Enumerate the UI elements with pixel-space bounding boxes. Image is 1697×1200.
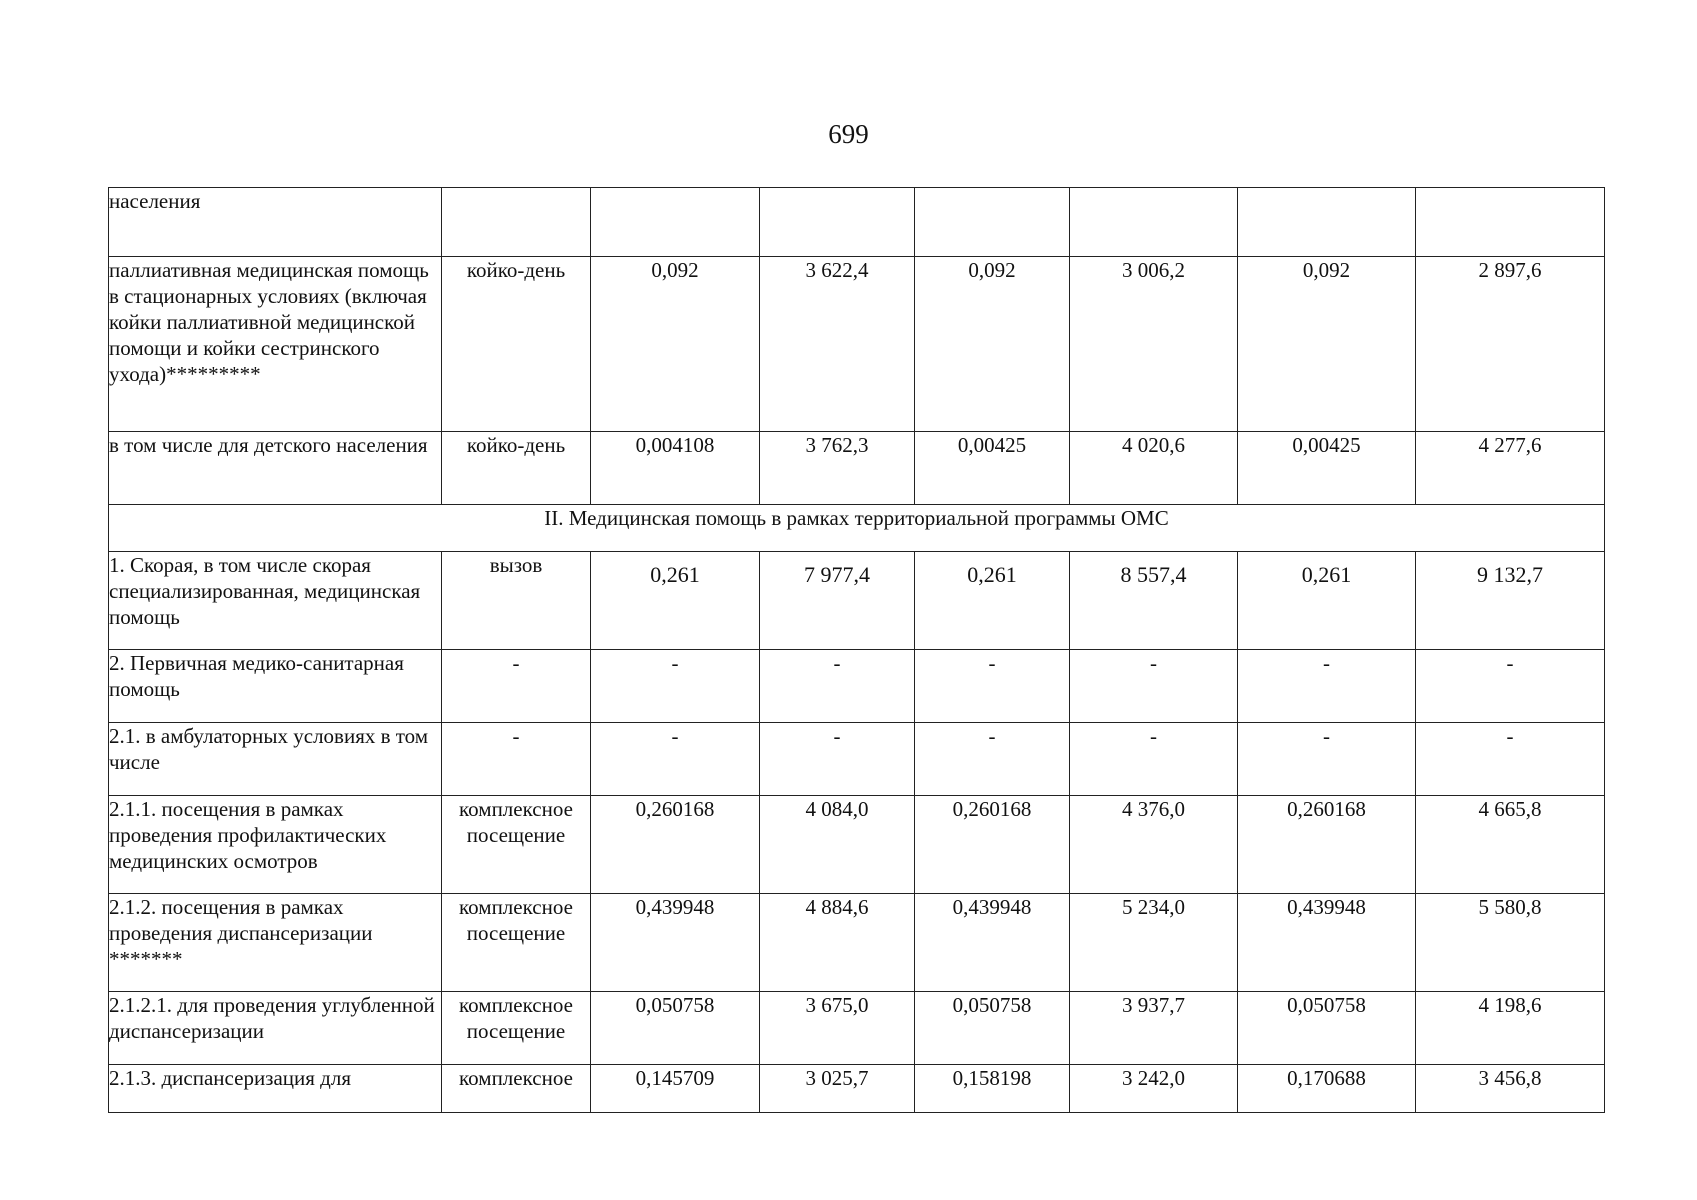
value-cell: 3 937,7 xyxy=(1070,992,1238,1065)
row-label: 2.1.2. посещения в рамках проведения диспансеризации ******* xyxy=(109,894,442,992)
table-row xyxy=(109,992,1605,1065)
unit-cell: койко-день xyxy=(442,257,591,432)
unit-cell: комплексное посещение xyxy=(442,992,591,1065)
value-cell: 4 198,6 xyxy=(1416,992,1605,1065)
value-cell: 0,261 xyxy=(1238,552,1416,650)
row-label: 2. Первичная медико-санитарная помощь xyxy=(109,650,442,723)
unit-cell: - xyxy=(442,723,591,796)
unit-cell: комплексное xyxy=(442,1065,591,1113)
value-cell: 0,261 xyxy=(915,552,1070,650)
table-row xyxy=(109,188,1605,257)
row-label: в том числе для детского населения xyxy=(109,432,442,505)
value-cell: 0,158198 xyxy=(915,1065,1070,1113)
value-cell: 5 580,8 xyxy=(1416,894,1605,992)
value-cell: - xyxy=(1070,723,1238,796)
value-cell: 0,260168 xyxy=(915,796,1070,894)
row-label: паллиативная медицинская помощь в стационарных условиях (включая койки паллиативной медицинской помощи и койки сестринского ухода)********* xyxy=(109,257,442,432)
table-row xyxy=(109,723,1605,796)
value-cell: 5 234,0 xyxy=(1070,894,1238,992)
value-cell: - xyxy=(915,650,1070,723)
unit-cell: - xyxy=(442,650,591,723)
value-cell: 0,00425 xyxy=(1238,432,1416,505)
value-cell: 0,145709 xyxy=(591,1065,760,1113)
value-cell: 4 376,0 xyxy=(1070,796,1238,894)
value-cell: 3 622,4 xyxy=(760,257,915,432)
value-cell: - xyxy=(915,723,1070,796)
value-cell: - xyxy=(760,650,915,723)
value-cell: 0,050758 xyxy=(915,992,1070,1065)
value-cell: - xyxy=(591,723,760,796)
unit-cell: вызов xyxy=(442,552,591,650)
table-row xyxy=(109,894,1605,992)
value-cell: 0,092 xyxy=(915,257,1070,432)
table-row xyxy=(109,650,1605,723)
value-cell: 4 277,6 xyxy=(1416,432,1605,505)
row-label: 1. Скорая, в том числе скорая специализированная, медицинская помощь xyxy=(109,552,442,650)
value-cell: - xyxy=(760,723,915,796)
unit-cell xyxy=(442,188,591,257)
value-cell: 0,00425 xyxy=(915,432,1070,505)
value-cell: 0,439948 xyxy=(591,894,760,992)
value-cell: 4 884,6 xyxy=(760,894,915,992)
value-cell: 0,439948 xyxy=(915,894,1070,992)
value-cell: 0,092 xyxy=(1238,257,1416,432)
value-cell: - xyxy=(1416,650,1605,723)
unit-cell: койко-день xyxy=(442,432,591,505)
value-cell: 3 762,3 xyxy=(760,432,915,505)
value-cell xyxy=(1416,188,1605,257)
value-cell: 0,092 xyxy=(591,257,760,432)
value-cell: 0,260168 xyxy=(1238,796,1416,894)
value-cell xyxy=(1070,188,1238,257)
table-row xyxy=(109,432,1605,505)
value-cell: 3 006,2 xyxy=(1070,257,1238,432)
page-number: 699 xyxy=(828,119,869,149)
table-row xyxy=(109,796,1605,894)
value-cell: 7 977,4 xyxy=(760,552,915,650)
value-cell: 0,170688 xyxy=(1238,1065,1416,1113)
value-cell: 0,004108 xyxy=(591,432,760,505)
table-row xyxy=(109,257,1605,432)
value-cell: - xyxy=(1238,723,1416,796)
value-cell: 3 675,0 xyxy=(760,992,915,1065)
value-cell: 8 557,4 xyxy=(1070,552,1238,650)
value-cell: 0,050758 xyxy=(591,992,760,1065)
value-cell xyxy=(915,188,1070,257)
value-cell: 3 025,7 xyxy=(760,1065,915,1113)
section-heading: II. Медицинская помощь в рамках территориальной программы ОМС xyxy=(109,505,1605,552)
value-cell: 3 456,8 xyxy=(1416,1065,1605,1113)
value-cell: 4 020,6 xyxy=(1070,432,1238,505)
unit-cell: комплексное посещение xyxy=(442,796,591,894)
value-cell xyxy=(591,188,760,257)
row-label: 2.1. в амбулаторных условиях в том числе xyxy=(109,723,442,796)
row-label: 2.1.3. диспансеризация для xyxy=(109,1065,442,1113)
value-cell: 9 132,7 xyxy=(1416,552,1605,650)
table-row xyxy=(109,1065,1605,1113)
value-cell: 0,261 xyxy=(591,552,760,650)
value-cell: 4 084,0 xyxy=(760,796,915,894)
value-cell: 0,439948 xyxy=(1238,894,1416,992)
value-cell xyxy=(760,188,915,257)
value-cell xyxy=(1238,188,1416,257)
row-label: 2.1.2.1. для проведения углубленной диспансеризации xyxy=(109,992,442,1065)
value-cell: 0,260168 xyxy=(591,796,760,894)
value-cell: - xyxy=(1238,650,1416,723)
value-cell: - xyxy=(1070,650,1238,723)
row-label: 2.1.1. посещения в рамках проведения профилактических медицинских осмотров xyxy=(109,796,442,894)
value-cell: 2 897,6 xyxy=(1416,257,1605,432)
value-cell: 3 242,0 xyxy=(1070,1065,1238,1113)
value-cell: 4 665,8 xyxy=(1416,796,1605,894)
value-cell: - xyxy=(1416,723,1605,796)
value-cell: 0,050758 xyxy=(1238,992,1416,1065)
value-cell: - xyxy=(591,650,760,723)
section-row xyxy=(109,505,1605,552)
row-label: населения xyxy=(109,188,442,257)
data-table xyxy=(108,187,1605,1113)
unit-cell: комплексное посещение xyxy=(442,894,591,992)
table-row xyxy=(109,552,1605,650)
